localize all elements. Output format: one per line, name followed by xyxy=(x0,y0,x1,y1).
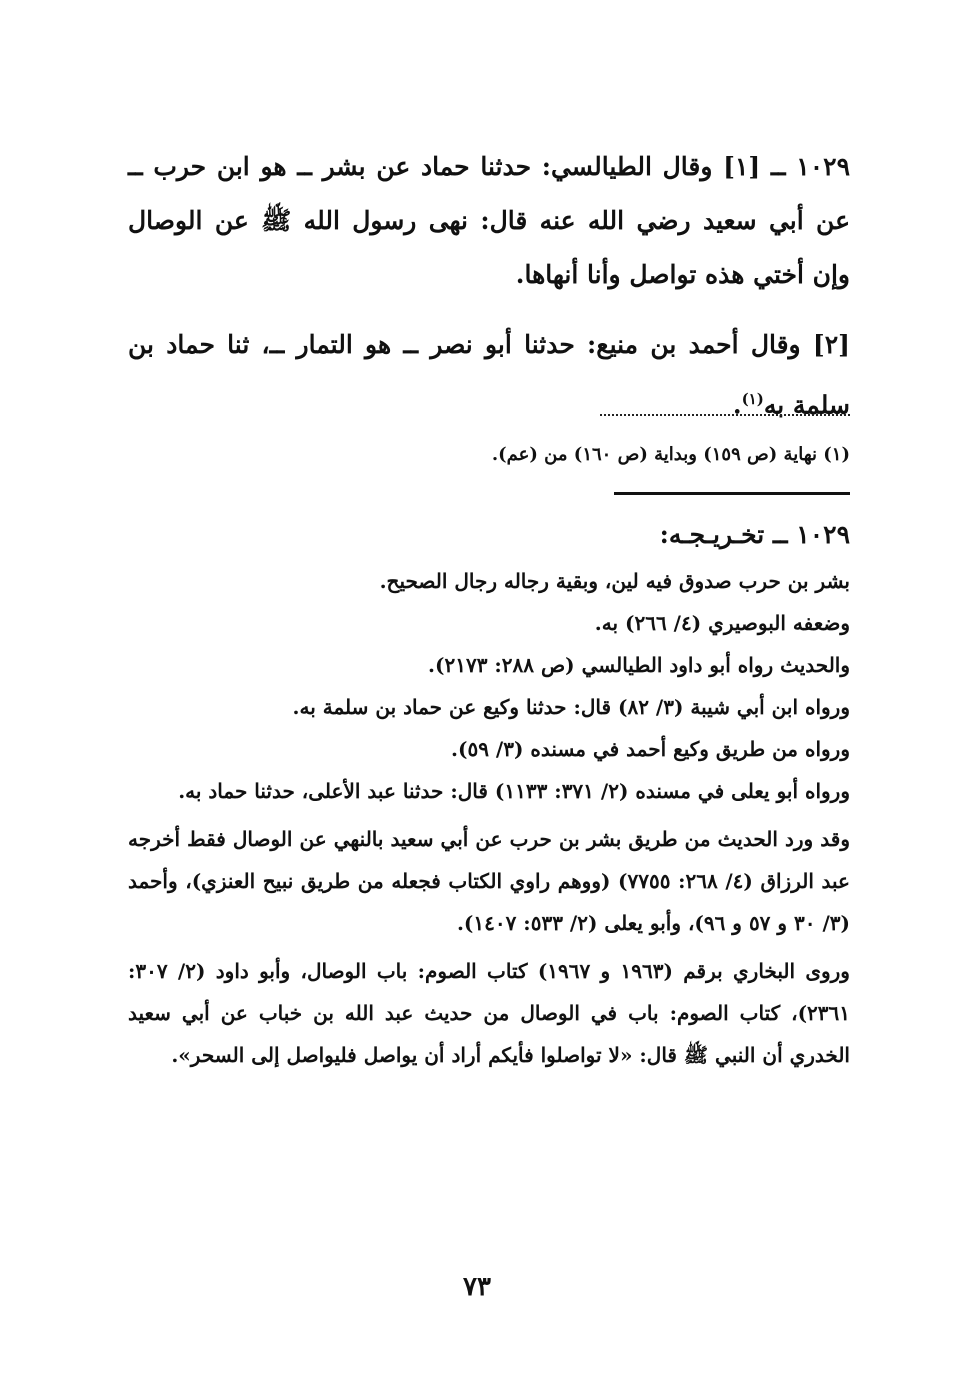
hadith-paragraph-1: ١٠٢٩ ــ [١] وقال الطيالسي: حدثنا حماد عن بشر ــ هو ابن حرب ــ عن أبي سعيد رضي الله عنه قال: نهى رسول الله ﷺ عن الوصال وإن أختي هذه تواصل وأنا أنهاها. xyxy=(128,152,850,289)
takhrij-section xyxy=(128,560,850,1076)
takhrij-bukhari: وروى البخاري برقم (١٩٦٣ و ١٩٦٧) كتاب الصوم: باب الوصال، وأبو داود (٢/ ٣٠٧: ٢٣٦١)، كتاب الصوم: باب في الوصال من حديث عبد الله بن خباب عن أبي سعيد الخدري أن النبي ﷺ قال: «لا تواصلوا فأيكم أراد أن يواصل فليواصل إلى السحر». xyxy=(128,959,850,1067)
hadith-paragraph-2-text: [٢] وقال أحمد بن منيع: حدثنا أبو نصر ــ هو التمار ــ، ثنا حماد بن سلمة به xyxy=(128,330,850,420)
section-divider xyxy=(614,492,850,495)
main-hadith-text xyxy=(128,140,850,432)
takhrij-heading: ١٠٢٩ ــ تخـريـجـه: xyxy=(659,520,850,549)
takhrij-warada: وقد ورد الحديث من طريق بشر بن حرب عن أبي سعيد بالنهي عن الوصال فقط أخرجه عبد الرزاق (٤/ ٢٦٨: ٧٧٥٥) (ووهم راوي الكتاب فجعله من طريق نبيح العنزي)، وأحمد (٣/ ٣٠ و ٥٧ و ٩٦)، وأبو يعلى (٢/ ٥٣٣: ١٤٠٧). xyxy=(128,827,850,935)
takhrij-line-3: والحديث رواه أبو داود الطيالسي (ص ٢٨٨: ٢١٧٣). xyxy=(428,653,850,677)
takhrij-line-5: ورواه من طريق وكيع أحمد في مسنده (٣/ ٥٩). xyxy=(451,737,850,761)
takhrij-line-1: بشر بن حرب صدوق فيه لين، وبقية رجاله رجال الصحيح. xyxy=(379,569,850,593)
footnote-reference: (١) xyxy=(741,390,764,408)
takhrij-line-4: ورواه ابن أبي شيبة (٣/ ٨٢) قال: حدثنا وكيع عن حماد بن سلمة به. xyxy=(292,695,850,719)
takhrij-abu-yala: ورواه أبو يعلى في مسنده (٢/ ٣٧١: ١١٣٣) قال: حدثنا عبد الأعلى، حدثنا حماد به. xyxy=(178,779,850,803)
footnote: (١) نهاية (ص ١٥٩) وبداية (ص ١٦٠) من (عم). xyxy=(491,444,850,465)
page-number: ٧٣ xyxy=(463,1272,491,1302)
takhrij-line-2: وضعفه البوصيري (٤/ ٢٦٦) به. xyxy=(594,611,850,635)
footnote-separator xyxy=(600,414,850,416)
hadith-paragraph-2-end: . xyxy=(732,390,742,420)
